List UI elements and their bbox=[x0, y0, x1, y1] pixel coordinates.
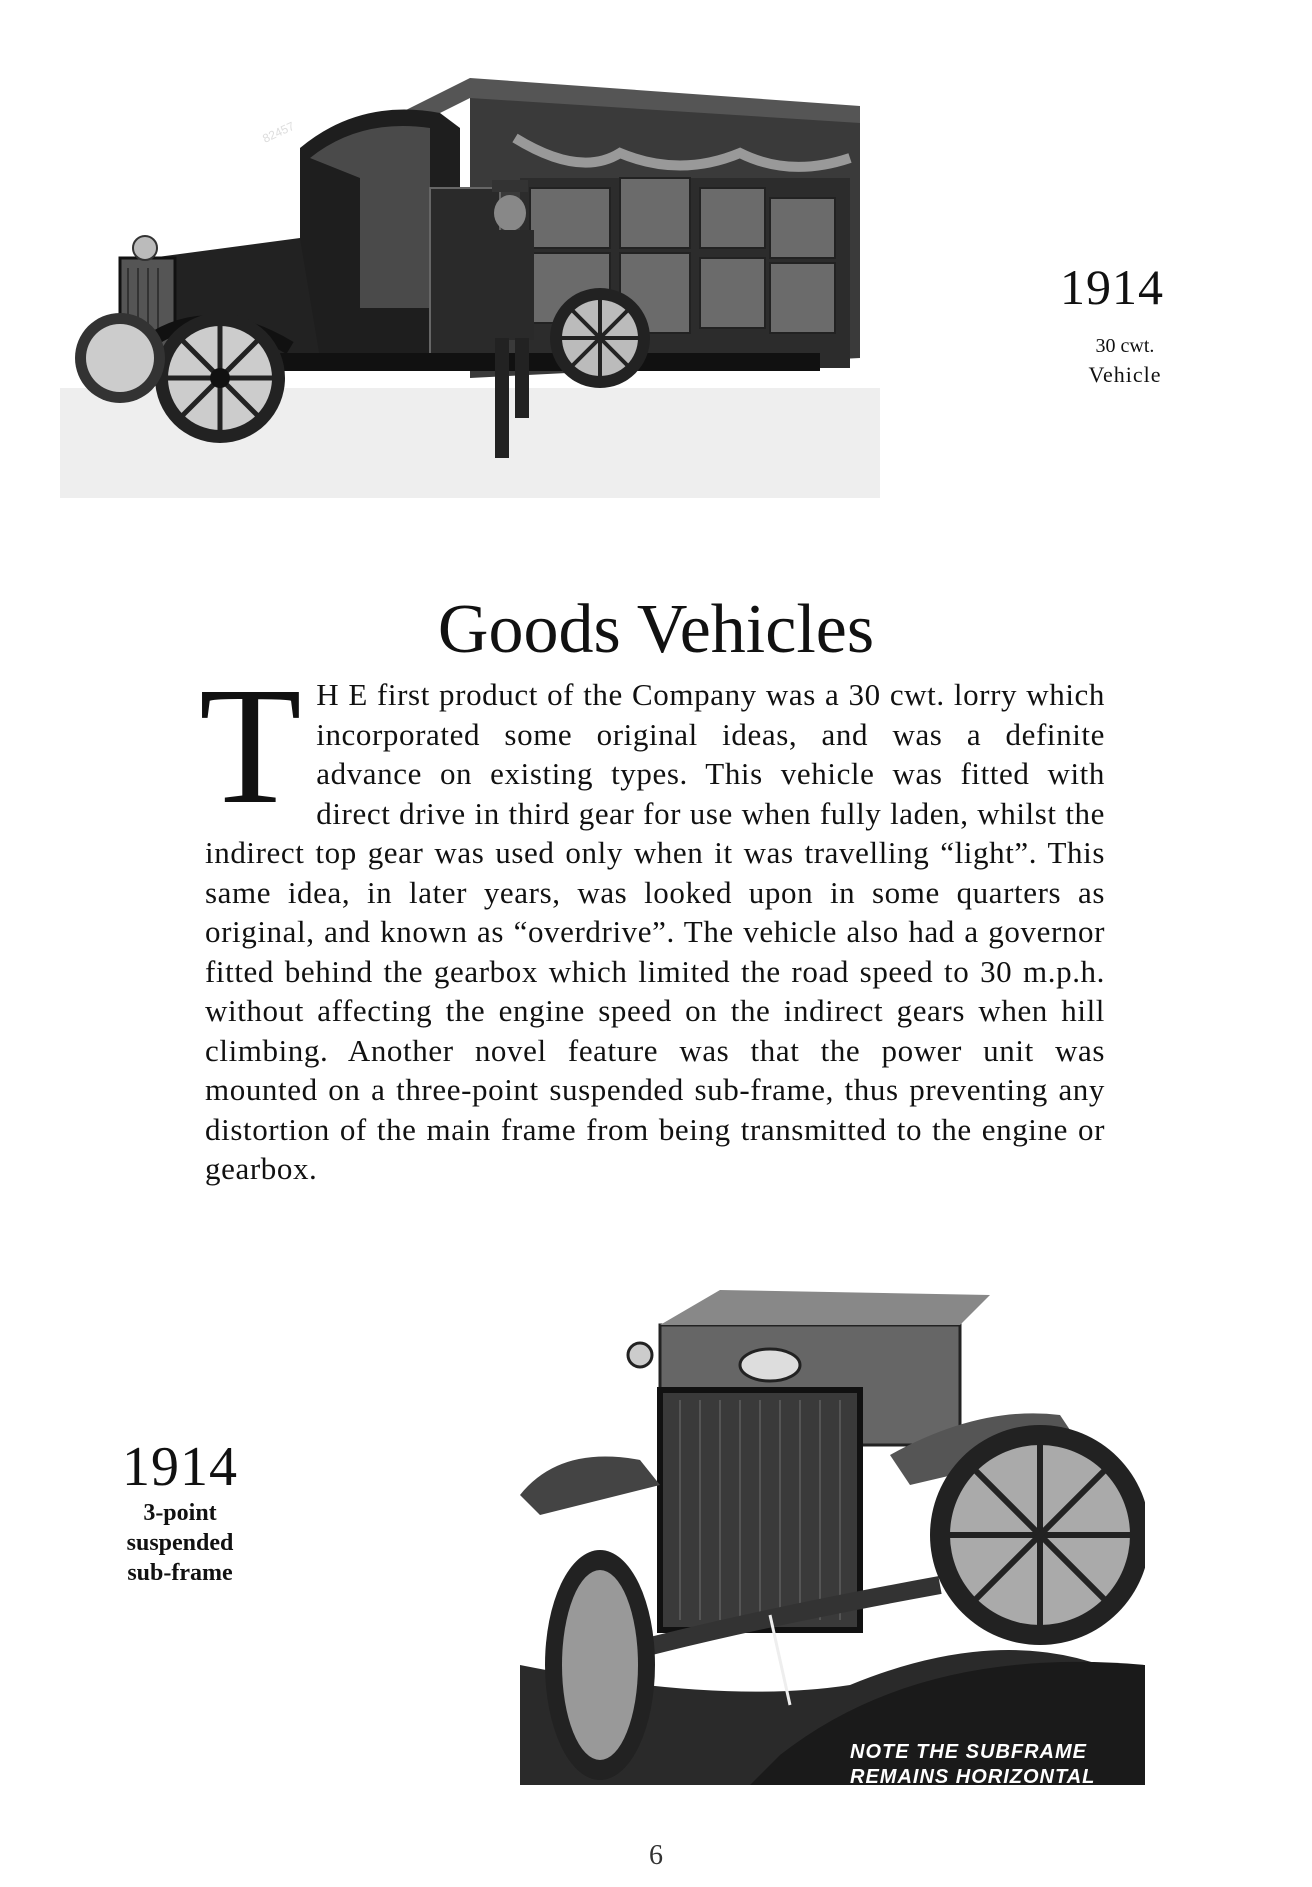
rear-wheel bbox=[550, 288, 650, 388]
top-caption-year: 1914 bbox=[1060, 259, 1164, 315]
bottom-caption-line1: 3-point bbox=[143, 1500, 217, 1526]
page-number: 6 bbox=[649, 1840, 663, 1871]
photo-note-line2: REMAINS HORIZONTAL bbox=[850, 1766, 1096, 1788]
page-title: Goods Vehicles bbox=[437, 591, 875, 668]
front-wheel bbox=[155, 313, 285, 443]
top-caption-line1: 30 cwt. bbox=[1095, 335, 1155, 357]
bottom-caption-year: 1914 bbox=[122, 1436, 238, 1498]
bottom-caption-line3: sub-frame bbox=[127, 1560, 233, 1586]
bottom-caption-line2: suspended bbox=[126, 1530, 234, 1556]
left-wheel bbox=[545, 1550, 655, 1780]
subframe-photo bbox=[520, 1285, 1145, 1785]
body-paragraph: H E first product of the Company was a 30 cwt. lorry which incorporated some original ideas, and was a definite advance on existing types. This vehicle was fitted with direct drive in third gear for use when fully laden, whilst the indirect top gear was used only when it was travelling “light”. This same idea, in later years, was looked upon in some quarters as original, and known as “overdrive”. The vehicle also had a governor fitted behind the gearbox which limited the road speed to 30 m.p.h. without affecting the engine speed on the indirect gears when hill climbing. Another novel feature was that the power unit was mounted on a three-point suspended sub-frame, thus preventing any distortion of the main frame from being transmitted to the engine or gearbox. bbox=[205, 677, 1105, 1186]
body-text bbox=[199, 653, 1105, 1189]
right-wheel bbox=[930, 1425, 1145, 1645]
photo-note-line1: NOTE THE SUBFRAME bbox=[850, 1741, 1087, 1763]
drop-cap: T bbox=[199, 653, 303, 839]
plate-number: 82457 bbox=[260, 118, 297, 146]
top-caption-line2: Vehicle bbox=[1088, 362, 1162, 387]
lorry-photo bbox=[60, 58, 880, 508]
